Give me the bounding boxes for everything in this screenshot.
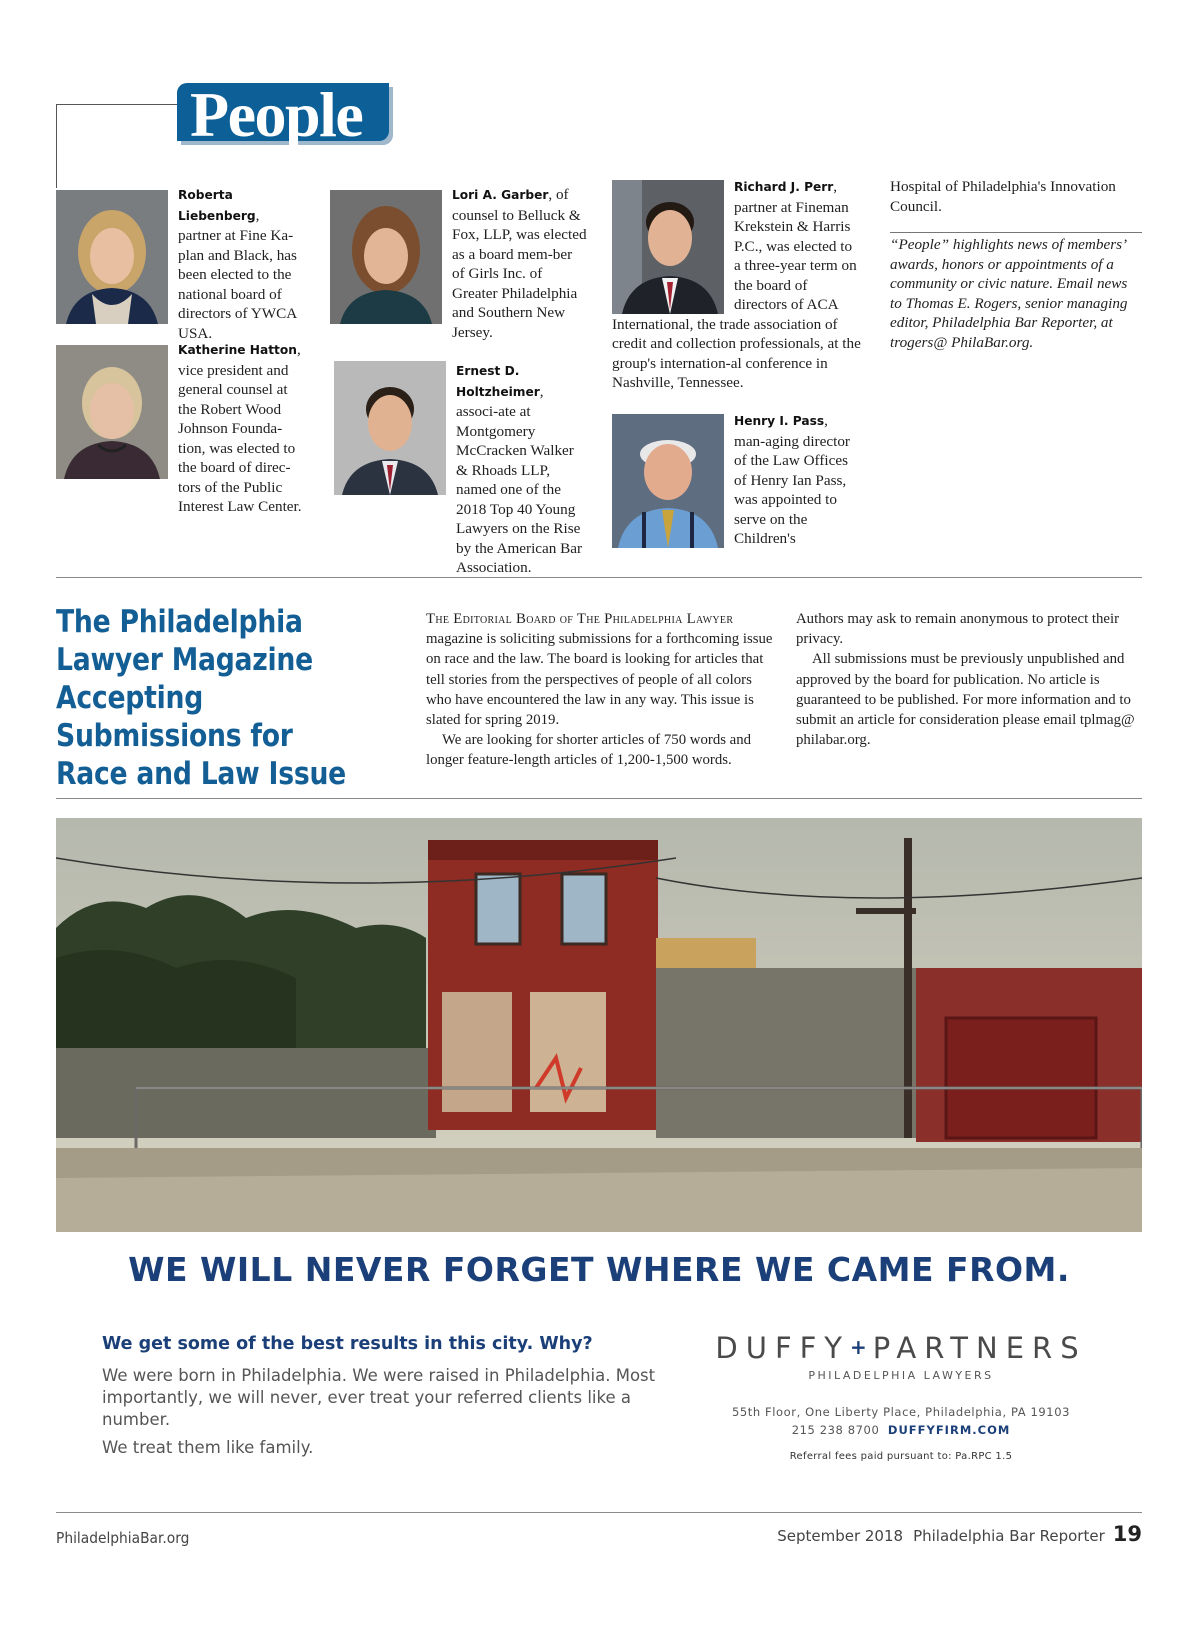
page-number: 19 (1112, 1522, 1142, 1546)
people-note: “People” highlights news of members’ awards, honors or appointments of a community or civic nature. Email news to Thomas E. Rogers, senior managing editor, Philadelphia Bar Reporter, at trogers@ PhilaBar.org. (890, 236, 1128, 351)
garber-name: Lori A. Garber (452, 188, 549, 202)
ad-divider (56, 798, 1142, 799)
footer-site[interactable]: PhiladelphiaBar.org (56, 1529, 190, 1547)
ad-contact (696, 1403, 1106, 1439)
liebenberg-bio: Roberta Liebenberg, partner at Fine Ka-plan and Black, has been elected to the national board of directors of YWCA USA. (178, 188, 297, 342)
garber-photo (330, 190, 442, 324)
pass-bio: Henry I. Pass, man-aging director of the Law Offices of Henry Ian Pass, was appointed to serve on the Children's (734, 412, 850, 547)
ad-referral-note: Referral fees paid pursuant to: Pa.RPC 1.5 (789, 1451, 1013, 1462)
holtzheimer-name: Ernest D. Holtzheimer (456, 364, 540, 399)
ad-address: 55th Floor, One Liberty Place, Philadelphia, PA 19103 (731, 1405, 1071, 1419)
perr-name: Richard J. Perr (734, 180, 834, 194)
header-rule (56, 104, 178, 105)
logo-tagline: PHILADELPHIA LAWYERS (808, 1369, 994, 1382)
advertisement-painting (56, 818, 1142, 1232)
section-divider (56, 577, 1142, 578)
article-headline: The Philadelphia Lawyer Magazine Accepting Submissions for Race and Law Issue (56, 604, 346, 792)
footer-rule (56, 1512, 1142, 1513)
footer-info (777, 1522, 1142, 1546)
holtzheimer-bio: Ernest D. Holtzheimer, associ-ate at Montgomery McCracken Walker & Rhoads LLP, named one of the 2018 Top 40 Young Lawyers on the Rise by the American Bar Association. (456, 364, 583, 576)
article-paragraph-3: Authors may ask to remain anonymous to protect their privacy. (796, 611, 1119, 648)
ad-phone: 215 238 8700 (791, 1423, 880, 1437)
pass-photo (612, 414, 724, 548)
note-divider (890, 232, 1142, 233)
ad-subhead: We get some of the best results in this city. Why? (102, 1334, 593, 1354)
hatton-photo (56, 345, 168, 479)
footer-publication: Philadelphia Bar Reporter (913, 1527, 1105, 1545)
liebenberg-name: Roberta Liebenberg (178, 188, 256, 223)
ad-body-paragraph-2: We treat them like family. (102, 1438, 314, 1457)
perr-bio: Richard J. Perr, partner at Fineman Krekstein & Harris P.C., was elected to a three-year term on the board of directors of ACA International, the trade association of credit and collection professionals, at the group's internation-al conference in Nashville, Tennessee. (612, 178, 861, 391)
ad-website-link[interactable]: DUFFYFIRM.COM (887, 1423, 1011, 1437)
header-rule-vertical (56, 104, 57, 188)
pass-name: Henry I. Pass (734, 414, 825, 428)
article-column-1: The Editorial Board of The Philadelphia Lawyer magazine is soliciting submissions for a forthcoming issue on race and the law. The board is looking for articles that tell stories from the perspectives of people of all colors who have encountered the law in any way. This issue is slated for spring 2019. We are looking for shorter articles of 750 words and longer feature-length articles of 1,200-1,500 words. (426, 609, 774, 771)
liebenberg-photo (56, 190, 168, 324)
article-lead: The Editorial Board of The Philadelphia Lawyer (426, 611, 734, 627)
hatton-name: Katherine Hatton (178, 343, 297, 357)
ad-slogan: WE WILL NEVER FORGET WHERE WE CAME FROM. (128, 1250, 1070, 1289)
ad-body (102, 1365, 662, 1465)
article-column-2 (796, 609, 1142, 750)
article-paragraph-4: All submissions must be previously unpublished and approved by the board for publication. No article is guaranteed to be published. For more information and to submit an article for consideration please email tplmag@ philabar.org. (796, 651, 1135, 749)
duffy-partners-logo: DUFFY+PARTNERS PHILADELPHIA LAWYERS (696, 1331, 1106, 1382)
footer-issue: September 2018 (777, 1527, 904, 1545)
ad-body-paragraph-1: We were born in Philadelphia. We were raised in Philadelphia. Most importantly, we will never, ever treat your referred clients like a number. (102, 1366, 656, 1429)
holtzheimer-photo (334, 361, 446, 495)
article-paragraph-2: We are looking for shorter articles of 750 words and longer feature-length articles of 1,200-1,500 words. (426, 732, 752, 769)
garber-bio: Lori A. Garber, of counsel to Belluck & Fox, LLP, was elected as a board mem-ber of Girls Inc. of Greater Philadelphia and Southern New Jersey. (452, 186, 587, 341)
hatton-bio: Katherine Hatton, vice president and general counsel at the Robert Wood Johnson Founda-tion, was elected to the board of direc-tors of the Public Interest Law Center. (178, 341, 302, 515)
pass-bio-continued: Hospital of Philadelphia's Innovation Council. (890, 178, 1116, 215)
section-title: People (190, 79, 363, 150)
